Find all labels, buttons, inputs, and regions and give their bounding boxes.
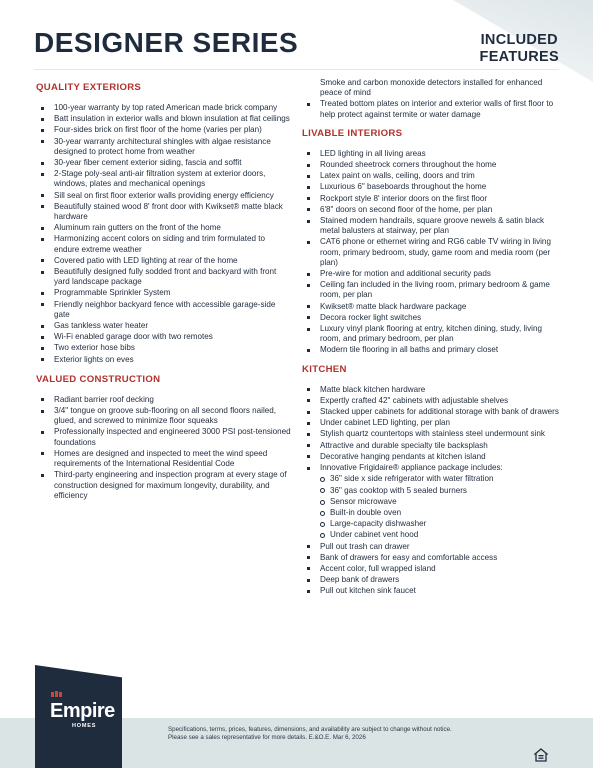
list-item: Two exterior hose bibs [36,343,292,353]
list-item: Exterior lights on eves [36,355,292,365]
list-item: Beautifully stained wood 8' front door with Kwikset® matte black hardware [36,202,292,222]
list-item: Luxury vinyl plank flooring at entry, kitchen dining, study, living room, and primary bedroom, per plan [302,324,564,344]
list-item: Stacked upper cabinets for additional storage with bank of drawers [302,407,564,417]
appliance-item: Sensor microwave [302,497,564,507]
list-item: Expertly crafted 42" cabinets with adjustable shelves [302,396,564,406]
list-item: Third-party engineering and inspection program at every stage of construction designed for maximum longevity, durability, and efficiency [36,470,292,501]
disclaimer-line-2: Please see a sales representative for more details. E.&O.E. Mar 6, 2026 [168,734,366,742]
page-title: DESIGNER SERIES [34,27,299,58]
logo-roof-icon [51,690,65,697]
list-item: Attractive and durable specialty tile backsplash [302,441,564,451]
page-subtitle [480,32,559,66]
logo-wordmark: Empire [50,700,115,722]
list-item: Batt insulation in exterior walls and blown insulation at flat ceilings [36,114,292,124]
section-heading-quality-exteriors: QUALITY EXTERIORS [36,82,142,93]
section-heading-kitchen: KITCHEN [302,363,347,375]
list-item: Professionally inspected and engineered 3000 PSI post-tensioned foundations [36,427,292,447]
list-item: Decorative hanging pendants at kitchen island [302,452,564,462]
list-item: 100-year warranty by top rated American made brick company [36,103,292,113]
list-item: 2-Stage poly-seal anti-air filtration system at exterior doors, windows, plates and mechanical openings [36,169,292,189]
list-item: Latex paint on walls, ceiling, doors and trim [302,171,564,181]
header-divider [34,69,559,70]
section-heading-livable-interiors: LIVABLE INTERIORS [302,127,403,139]
appliance-item: Under cabinet vent hood [302,530,564,540]
kitchen-list-continued [302,542,564,597]
list-item: Friendly neighbor backyard fence with accessible garage-side gate [36,300,292,320]
list-item: Homes are designed and inspected to meet the wind speed requirements of the International Residential Code [36,449,292,469]
list-item: Bank of drawers for easy and comfortable access [302,553,564,563]
list-item: Stained modern handrails, square groove newels & satin black metal balusters at stairway, per plan [302,216,564,236]
right-column [302,78,564,598]
list-item: Rounded sheetrock corners throughout the home [302,160,564,170]
list-item: Stylish quartz countertops with stainless steel undermount sink [302,429,564,439]
list-item: LED lighting in all living areas [302,149,564,159]
appliance-item: Large-capacity dishwasher [302,519,564,529]
list-item: Deep bank of drawers [302,575,564,585]
left-column [36,78,292,502]
disclaimer-line-1: Specifications, terms, prices, features, dimensions, and availability are subject to change without notice. [168,726,452,733]
list-item: Four-sides brick on first floor of the home (varies per plan) [36,125,292,135]
list-item: Aluminum rain gutters on the front of the home [36,223,292,233]
appliance-item: 36" gas cooktop with 5 sealed burners [302,486,564,496]
list-item: 6'8" doors on second floor of the home, per plan [302,205,564,215]
list-item: Accent color, full wrapped island [302,564,564,574]
list-item: Decora rocker light switches [302,313,564,323]
list-item: Luxurious 6" baseboards throughout the home [302,182,564,192]
list-item: Matte black kitchen hardware [302,385,564,395]
list-item: Wi-Fi enabled garage door with two remotes [36,332,292,342]
subtitle-line-1: INCLUDED [480,32,558,48]
continued-item-text: Smoke and carbon monoxide detectors installed for enhanced peace of mind [320,78,543,98]
list-item: Modern tile flooring in all baths and primary closet [302,345,564,355]
list-item: Radiant barrier roof decking [36,395,292,405]
list-item: CAT6 phone or ethernet wiring and RG6 cable TV wiring in living room, primary bedroom, study, game room and media room (per plan) [302,237,564,268]
appliance-item: 36" side x side refrigerator with water filtration [302,474,564,484]
list-item: Programmable Sprinkler System [36,288,292,298]
equal-housing-opportunity-icon [534,748,548,762]
continued-list [302,99,564,119]
subtitle-line-2: FEATURES [479,49,559,65]
list-item: 30-year warranty architectural shingles with algae resistance designed to protect home from weather [36,137,292,157]
list-item: Pull out kitchen sink faucet [302,586,564,596]
list-item: Kwikset® matte black hardware package [302,302,564,312]
footer-disclaimer [168,726,523,742]
list-item: Ceiling fan included in the living room, primary bedroom & game room, per plan [302,280,564,300]
quality-exteriors-list [36,103,292,365]
valued-construction-list [36,395,292,501]
list-item: Sill seal on first floor exterior walls providing energy efficiency [36,191,292,201]
section-heading-valued-construction: VALUED CONSTRUCTION [36,373,161,385]
list-item: Rockport style 8' interior doors on the first floor [302,194,564,204]
livable-interiors-list [302,149,564,356]
logo-subtext: HOMES [72,723,97,729]
list-item: Gas tankless water heater [36,321,292,331]
list-item: Harmonizing accent colors on siding and trim formulated to endure extreme weather [36,234,292,254]
appliance-sublist [302,474,564,540]
appliance-item: Built-in double oven [302,508,564,518]
list-item: Pull out trash can drawer [302,542,564,552]
list-item: Under cabinet LED lighting, per plan [302,418,564,428]
list-item: Pre-wire for motion and additional security pads [302,269,564,279]
list-item: 30-year fiber cement exterior siding, fascia and soffit [36,158,292,168]
kitchen-list [302,385,564,474]
list-item: Covered patio with LED lighting at rear of the home [36,256,292,266]
list-item: Innovative Frigidaire® appliance package includes: [302,463,564,473]
list-item: 3/4" tongue on groove sub-flooring on all second floors nailed, glued, and screwed to minimize floor squeaks [36,406,292,426]
list-item: Beautifully designed fully sodded front and backyard with front yard landscape package [36,267,292,287]
list-item: Treated bottom plates on interior and exterior walls of first floor to help protect against termite or water damage [302,99,564,119]
